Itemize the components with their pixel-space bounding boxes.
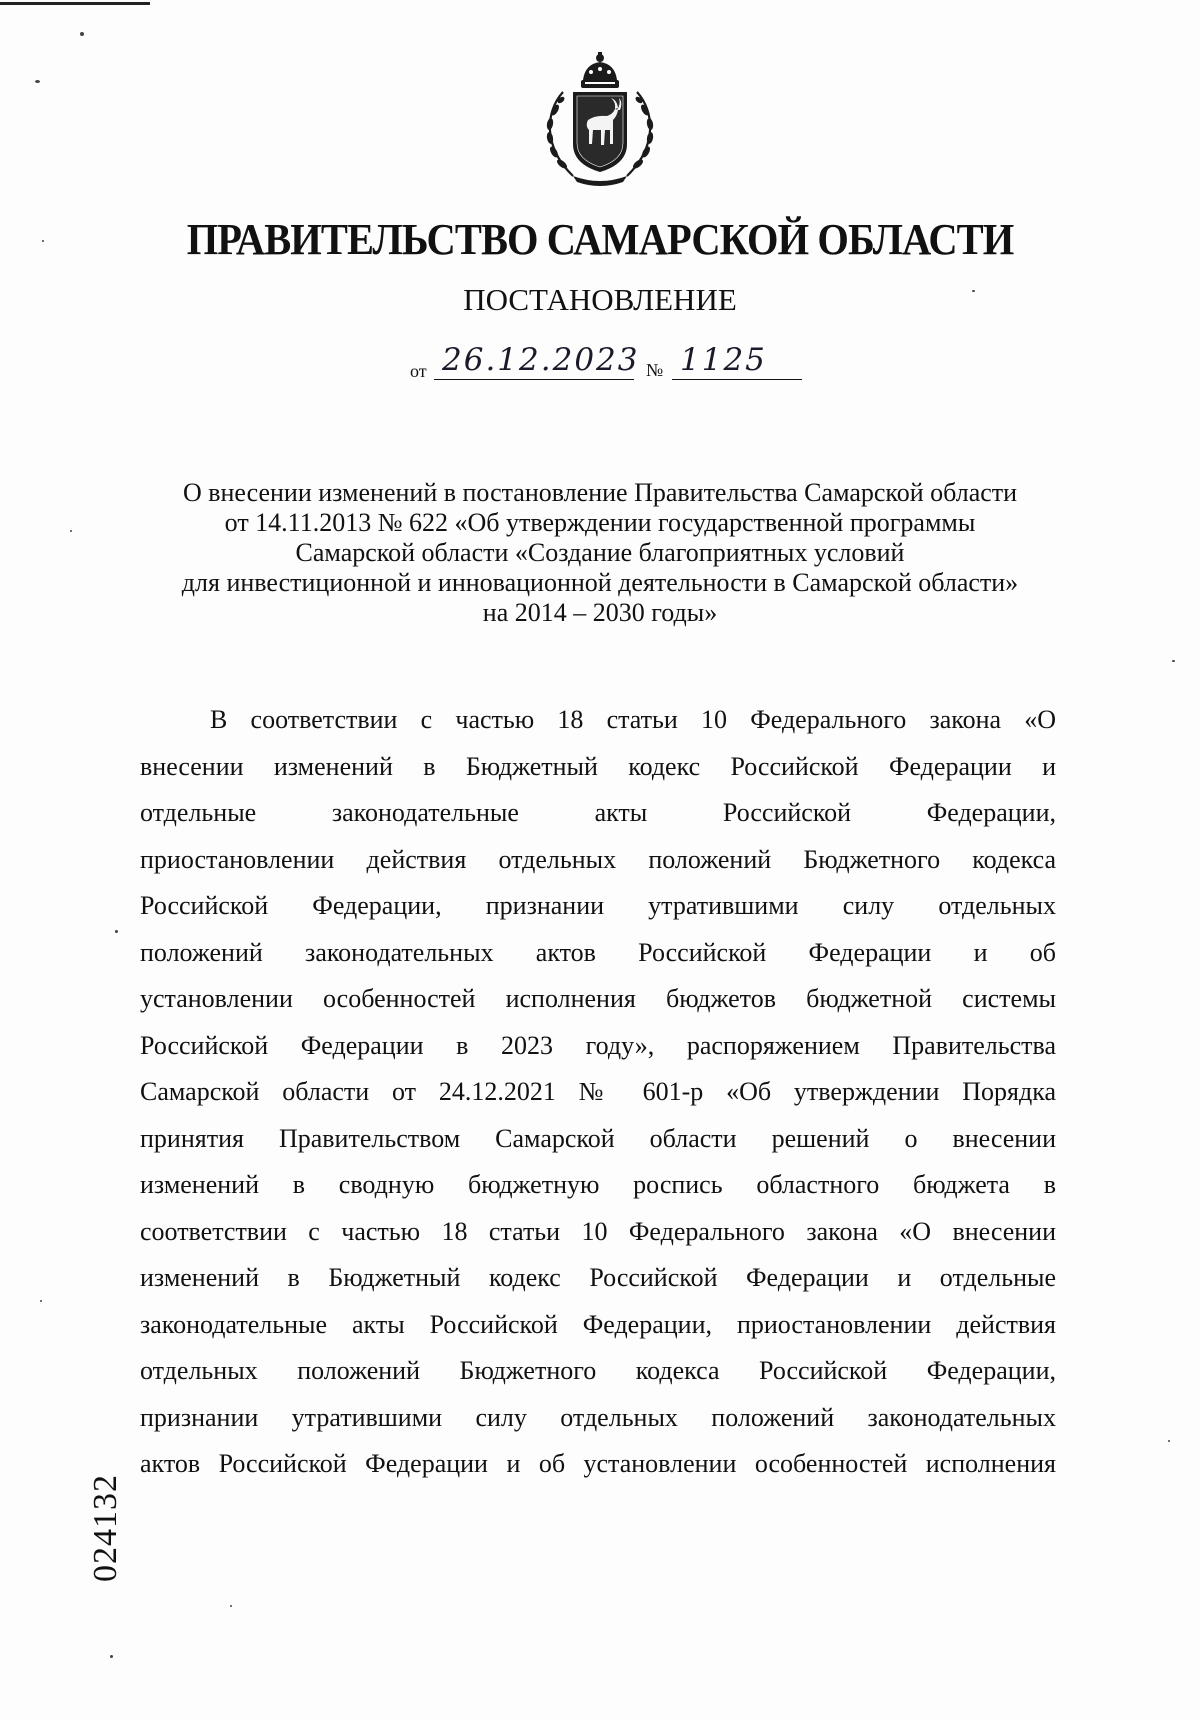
body-line: приостановлении действия отдельных положений Бюджетного кодекса [140,844,1056,874]
handwritten-number: 1125 [672,340,802,380]
subject-line: для инвестиционной и инновационной деятельности в Самарской области» [181,568,1019,597]
coat-of-arms-emblem [533,52,667,188]
date-label: от [410,361,427,381]
handwritten-date: 26.12.2023 [434,340,634,380]
scan-speck [35,80,40,83]
body-line: Российской Федерации, признании утратившими силу отдельных [140,891,1056,920]
scan-speck [115,930,118,933]
subject-line: на 2014 – 2030 годы» [482,598,718,627]
body-line: В соответствии с частью 18 статьи 10 Федерального закона «О [210,705,1056,734]
scan-speck [230,1605,232,1607]
body-line: соответствии с частью 18 статьи 10 Федерального закона «О внесении [140,1216,1056,1246]
body-line: внесении изменений в Бюджетный кодекс Российской Федерации и [140,751,1056,781]
scan-speck [110,1655,113,1658]
date-number-line [410,340,800,386]
body-line: изменений в сводную бюджетную роспись областного бюджета в [140,1170,1056,1199]
scan-speck [1172,660,1175,662]
scan-speck [1168,1440,1170,1442]
scan-speck [80,32,84,36]
body-line: Самарской области от 24.12.2021 № 601-р «Об утверждении Порядка [140,1077,1056,1106]
scan-speck [70,530,72,532]
scan-speck [40,1300,42,1302]
number-label: № [646,360,664,380]
scan-edge-line [0,2,150,5]
document-type: ПОСТАНОВЛЕНИЕ [463,282,737,317]
body-line: законодательные акты Российской Федерации, приостановлении действия [140,1309,1056,1339]
subject-line: Самарской области «Создание благоприятных условий [295,538,905,567]
margin-serial-number: 024132 [87,1474,124,1582]
subject-line: О внесении изменений в постановление Правительства Самарской области [182,478,1018,507]
subject-line: от 14.11.2013 № 622 «Об утверждении государственной программы [224,508,976,537]
document-subject [120,478,1080,628]
government-title: ПРАВИТЕЛЬСТВО САМАРСКОЙ ОБЛАСТИ [186,215,1014,264]
body-line: отдельных положений Бюджетного кодекса Российской Федерации, [140,1356,1056,1385]
body-line: Российской Федерации в 2023 году», распоряжением Правительства [140,1030,1056,1060]
body-line: признании утратившими силу отдельных положений законодательных [140,1402,1056,1432]
body-line: отдельные законодательные акты Российской Федерации, [140,798,1056,827]
body-line: установлении особенностей исполнения бюджетов бюджетной системы [140,984,1056,1013]
body-line: принятия Правительством Самарской области решений о внесении [140,1123,1056,1153]
body-line: актов Российской Федерации и об установлении особенностей исполнения [140,1449,1056,1478]
body-line: положений законодательных актов Российской Федерации и об [140,937,1056,967]
scan-speck [42,240,44,242]
body-line: изменений в Бюджетный кодекс Российской Федерации и отдельные [140,1263,1056,1292]
